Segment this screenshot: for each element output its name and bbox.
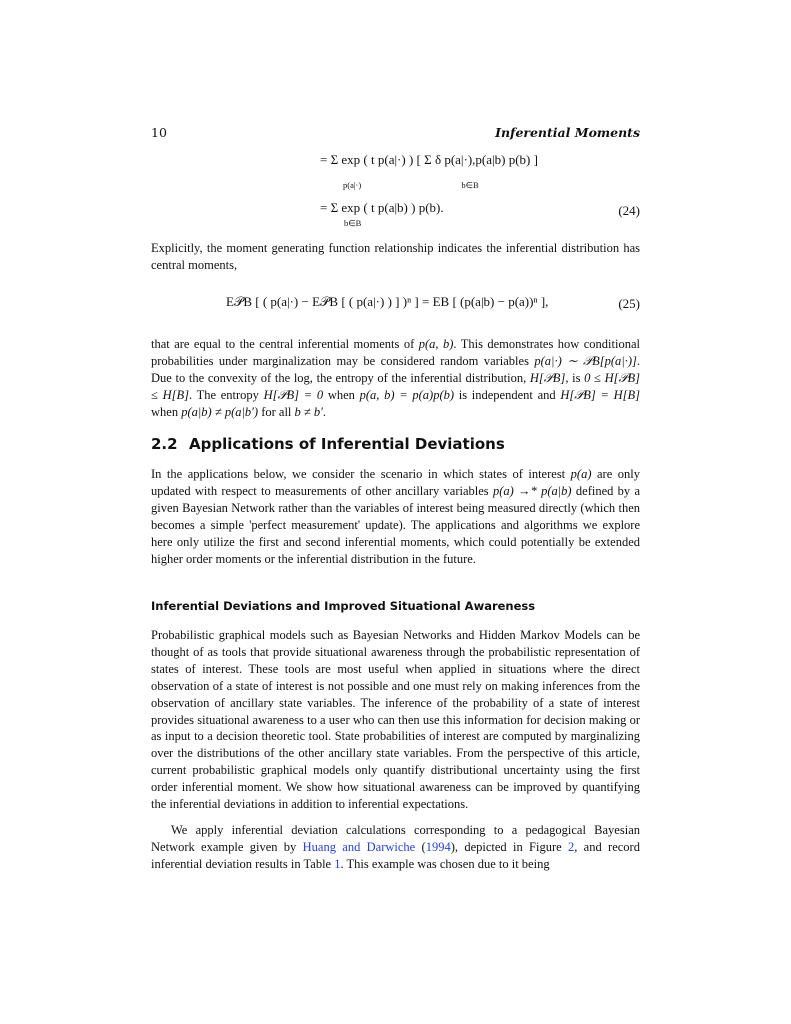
paragraph-central-moments: Explicitly, the moment generating function relationship indicates the inferential distribution has central moments, [151,241,640,272]
p2-text-d: , is [565,370,585,385]
p2-text-f: when [323,387,360,402]
p2-math-9: b ≠ b′ [294,404,323,419]
equation-25 [226,294,548,310]
section-heading [151,435,505,453]
p3-math-2: p(a) →* p(a|b) [492,483,572,498]
p2-text-g: is independent and [454,387,561,402]
p2-text-i: for all [258,404,295,419]
p5-text-d: , and record inferential deviation results in Table [151,839,640,871]
equation-24-line-1-subscripts [343,180,479,191]
paragraph-situational-awareness: Probabilistic graphical models such as Bayesian Networks and Hidden Markov Models can be thought of as tools that provide situational awareness through the probabilistic representation of states of interest. These tools are most useful when applied in situations where the direct observation of a state of interest is not possible and one must rely on making inferences from the observation of ancillary state variables. The inference of the probability of a state of interest provides situational awareness to a user who can then use this information for decision making or as input to a decision theoretic tool. State probabilities of interest are computed by marginalizing over the distributions of the other ancillary state variables. From the perspective of this article, current probabilistic graphical models only quantify distributional uncertainty using the first order inferential moment. We show how situational awareness can be improved by quantifying the inferential deviations in addition to inferential expectations. [151,628,640,812]
equation-25-text: E𝒫B [ ( p(a|·) − E𝒫B [ ( p(a|·) ) ] )ⁿ ] = EB [ (p(a|b) − p(a))ⁿ ], [226,294,549,309]
p3-text-c: defined by a given Bayesian Network rather than the variables of interest being measured directly (which then becomes a simple 'perfect measurement' update). The applications and algorithms we explore here only utilize the first and second inferential moments, which could potentially be extended higher order moments or the inferential distribution in the future. [151,483,640,566]
p5-text-c: ), depicted in Figure [450,839,568,854]
equation-24-line-1 [320,152,538,168]
p2-text-j: . [322,404,327,419]
p2-math-7: H[𝒫B] = H[B] [560,387,640,402]
sum-index-2: b∈B [461,180,479,190]
p5-text-b: ( [415,839,426,854]
page-header [151,125,640,143]
p2-text-b: . This demonstrates how conditional probabilities under marginalization may be considered random variables [151,337,640,368]
table-link[interactable]: 1 [334,856,341,871]
citation-link-huang-darwiche[interactable]: Huang and Darwiche [302,839,416,854]
paragraph-applications [151,466,640,567]
section-number: 2.2 [151,435,178,453]
p2-text-h: when [151,404,182,419]
p5-text-a: We apply inferential deviation calculations corresponding to a pedagogical Bayesian Network example given by [151,823,640,854]
section-title: Applications of Inferential Deviations [189,435,505,453]
p2-text-c: . Due to the convexity of the log, the entropy of the inferential distribution, [151,353,641,385]
sum-index-3: b∈B [344,218,362,228]
paragraph-bayesian-example [151,822,640,873]
equation-25-number: (25) [618,296,640,311]
page-number: 10 [151,125,167,140]
subsection-heading: Inferential Deviations and Improved Situational Awareness [151,599,536,613]
p2-math-8: p(a|b) ≠ p(a|b′) [181,404,259,419]
figure-link[interactable]: 2 [567,839,575,854]
p2-math-3: H[𝒫B] [529,370,566,385]
equation-24-line-2-text: = Σ exp ( t p(a|b) ) p(b). [320,200,444,215]
p2-math-6: p(a, b) = p(a)p(b) [359,387,455,402]
p2-math-4: 0 ≤ H[𝒫B] ≤ H[B] [151,370,640,402]
citation-link-year[interactable]: 1994 [425,839,451,854]
equation-24-number: (24) [618,203,640,218]
p2-math-2: p(a|·) ∼ 𝒫B[p(a|·)] [534,353,637,368]
p2-text-e: . The entropy [188,387,264,402]
p2-math-1: p(a, b) [418,337,454,351]
p2-math-5: H[𝒫B] = 0 [263,387,324,402]
equation-24-line-2-subscript [344,218,361,229]
paragraph-marginalization [151,336,640,421]
p3-math-1: p(a) [570,467,592,481]
p5-text-e: . This example was chosen due to it being [340,856,550,871]
equation-24-line-2 [320,200,444,216]
sum-index-1: p(a|·) [343,180,362,190]
p3-text-a: In the applications below, we consider the scenario in which states of interest [151,467,571,481]
p2-text-a: that are equal to the central inferential moments of [151,337,419,351]
equation-24-line-1-text: = Σ exp ( t p(a|·) ) [ Σ δ p(a|·),p(a|b) p(b) ] [320,152,538,167]
p3-text-b: are only updated with respect to measurements of other ancillary variables [151,467,641,498]
running-title: Inferential Moments [495,125,640,140]
